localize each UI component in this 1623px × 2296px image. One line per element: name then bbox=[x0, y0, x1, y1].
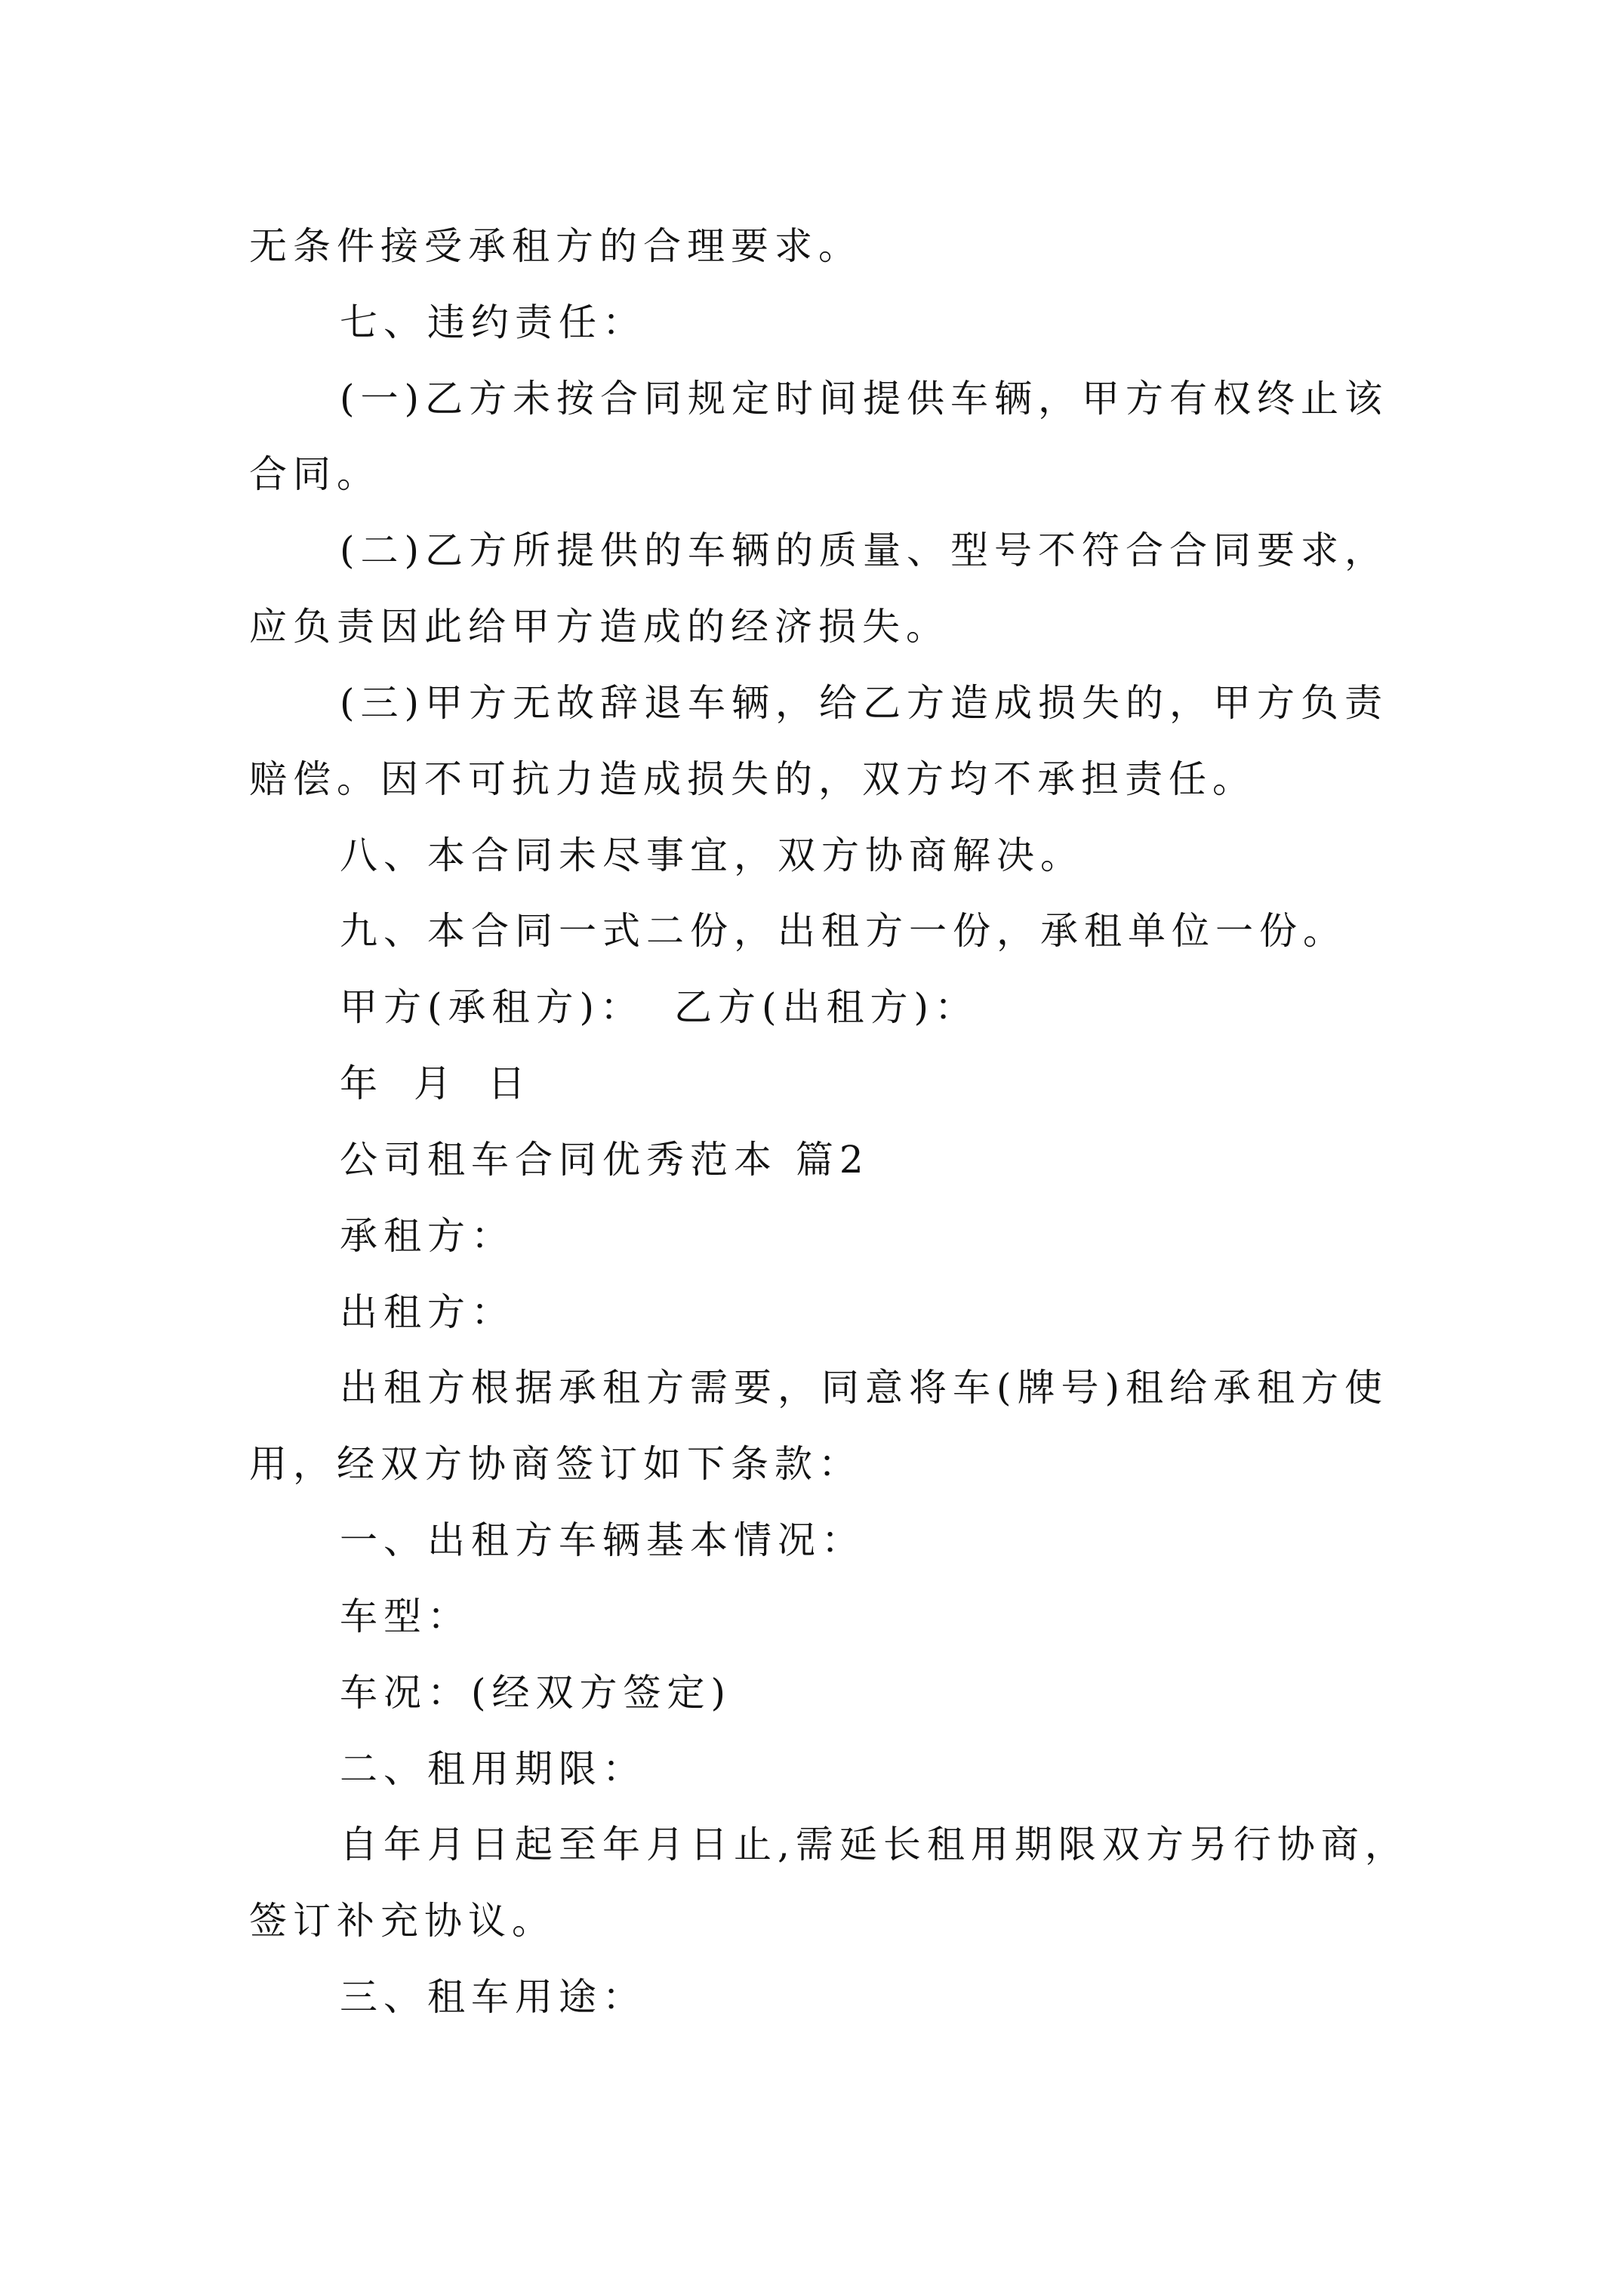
lease-term-cont: 签订补充协议。 bbox=[249, 1899, 556, 1943]
lessor-label: 出租方： bbox=[340, 1290, 515, 1334]
section-heading-2: 二、租用期限： bbox=[340, 1747, 646, 1791]
section-heading-7: 七、违约责任： bbox=[340, 300, 646, 344]
section-title: 公司租车合同优秀范本 篇2 bbox=[340, 1138, 870, 1182]
clause-7-2-cont: 应负责因此给甲方造成的经济损失。 bbox=[249, 605, 950, 649]
section-heading-9: 九、本合同一式二份，出租方一份，承租单位一份。 bbox=[340, 909, 1347, 953]
lease-term: 自年月日起至年月日止,需延长租用期限双方另行协商， bbox=[340, 1823, 1409, 1866]
intro-paragraph-cont: 用，经双方协商签订如下条款： bbox=[249, 1442, 862, 1486]
vehicle-condition: 车况：(经双方签定) bbox=[340, 1671, 732, 1715]
section-heading-1: 一、出租方车辆基本情况： bbox=[340, 1518, 865, 1562]
clause-7-1: (一)乙方未按合同规定时间提供车辆，甲方有权终止该 bbox=[340, 377, 1389, 421]
section-heading-8: 八、本合同未尽事宜，双方协商解决。 bbox=[340, 834, 1084, 877]
party-a-label: 甲方(承租方)： bbox=[340, 985, 645, 1029]
clause-7-1-cont: 合同。 bbox=[249, 452, 380, 496]
intro-paragraph: 出租方根据承租方需要，同意将车(牌号)租给承租方使 bbox=[340, 1366, 1389, 1410]
date-day: 日 bbox=[488, 1062, 531, 1105]
paragraph-continuation: 无条件接受承租方的合理要求。 bbox=[249, 224, 862, 268]
date-month: 月 bbox=[414, 1062, 457, 1105]
date-line bbox=[340, 1061, 531, 1106]
clause-7-2: (二)乙方所提供的车辆的质量、型号不符合合同要求， bbox=[340, 529, 1389, 572]
party-b-label: 乙方(出租方)： bbox=[674, 985, 979, 1029]
section-heading-3: 三、租车用途： bbox=[340, 1975, 646, 2019]
lessee-label: 承租方： bbox=[340, 1214, 515, 1258]
clause-7-3: (三)甲方无故辞退车辆，给乙方造成损失的，甲方负责 bbox=[340, 681, 1389, 725]
date-year: 年 bbox=[340, 1062, 383, 1105]
vehicle-model: 车型： bbox=[340, 1595, 471, 1638]
clause-7-3-cont: 赔偿。因不可抗力造成损失的，双方均不承担责任。 bbox=[249, 757, 1256, 801]
signature-line bbox=[340, 985, 978, 1030]
